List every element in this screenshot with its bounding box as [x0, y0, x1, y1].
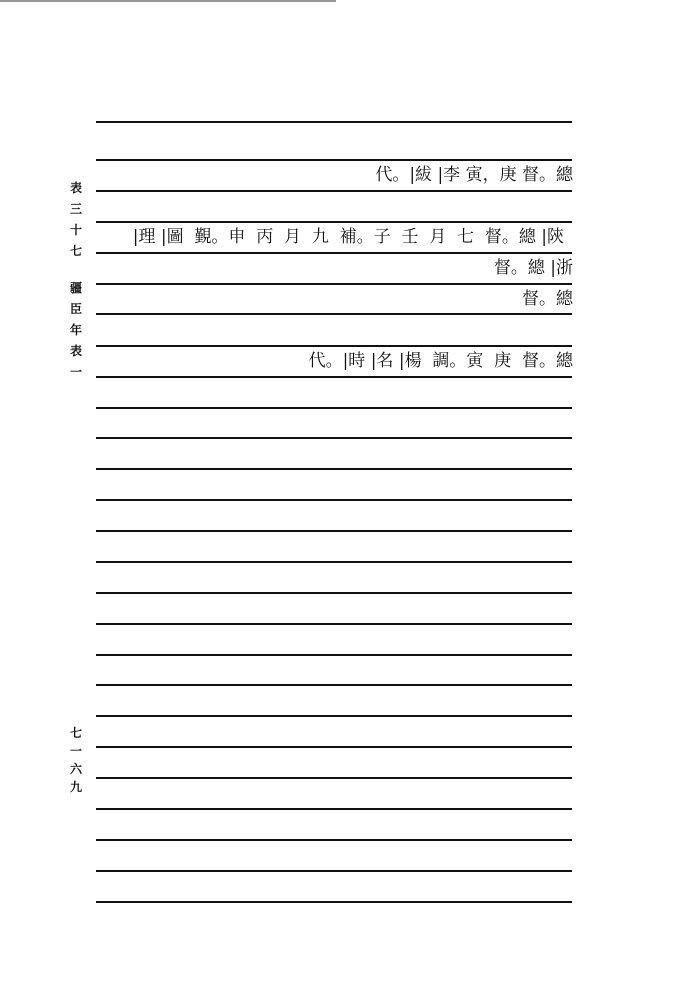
table-rule: [96, 654, 572, 656]
margin-subtitle-char: 疆: [69, 281, 82, 295]
table-rule: [96, 839, 572, 841]
table-rule: [96, 530, 572, 532]
page-number-char: 九: [69, 780, 82, 794]
margin-title-char: 表: [69, 181, 82, 195]
scan-top-edge: [0, 0, 336, 2]
table-rule: [96, 221, 572, 223]
page-number-char: 一: [69, 744, 82, 758]
table-rule: [96, 499, 572, 501]
table-rule: [96, 870, 572, 872]
table-rule: [96, 468, 572, 470]
table-rule: [96, 283, 572, 285]
margin-subtitle-char: 表: [69, 344, 82, 358]
table-rule: [96, 746, 572, 748]
table-rule: [96, 901, 572, 903]
table-row-text: 代。|時 |名 |楊 調。寅 庚 督。總: [308, 351, 573, 371]
table-rule: [96, 345, 572, 347]
table-rule: [96, 437, 572, 439]
table-row-text: |理 |圖 覲。申 丙 月 九 補。子 壬 月 七 督。總 |陝: [132, 227, 564, 247]
table-rule: [96, 376, 572, 378]
table-rule: [96, 121, 572, 123]
table-rule: [96, 252, 572, 254]
table-row-text: 督。總: [522, 289, 573, 309]
margin-subtitle-char: 臣: [69, 302, 82, 316]
page-number: [66, 724, 86, 796]
table-row-text: 督。總 |浙: [493, 258, 573, 278]
table-rule: [96, 623, 572, 625]
table-rule: [96, 561, 572, 563]
table-rule: [96, 407, 572, 409]
page-number-char: 七: [69, 726, 82, 740]
margin-title-char: 三: [69, 202, 82, 216]
table-rule: [96, 159, 572, 161]
margin-subtitle-char: 年: [69, 323, 82, 337]
table-rule: [96, 592, 572, 594]
page-number-char: 六: [69, 762, 82, 776]
table-rule: [96, 313, 572, 315]
margin-title-char: 七: [69, 244, 82, 258]
margin-title-char: 十: [69, 223, 82, 237]
table-rule: [96, 777, 572, 779]
margin-title: [66, 178, 86, 383]
table-rule: [96, 190, 572, 192]
table-row-text: 代。|紱 |李 寅，庚 督。總: [375, 165, 573, 185]
table-rule: [96, 684, 572, 686]
table-rule: [96, 808, 572, 810]
margin-subtitle-char: 一: [69, 365, 82, 379]
table-rule: [96, 715, 572, 717]
